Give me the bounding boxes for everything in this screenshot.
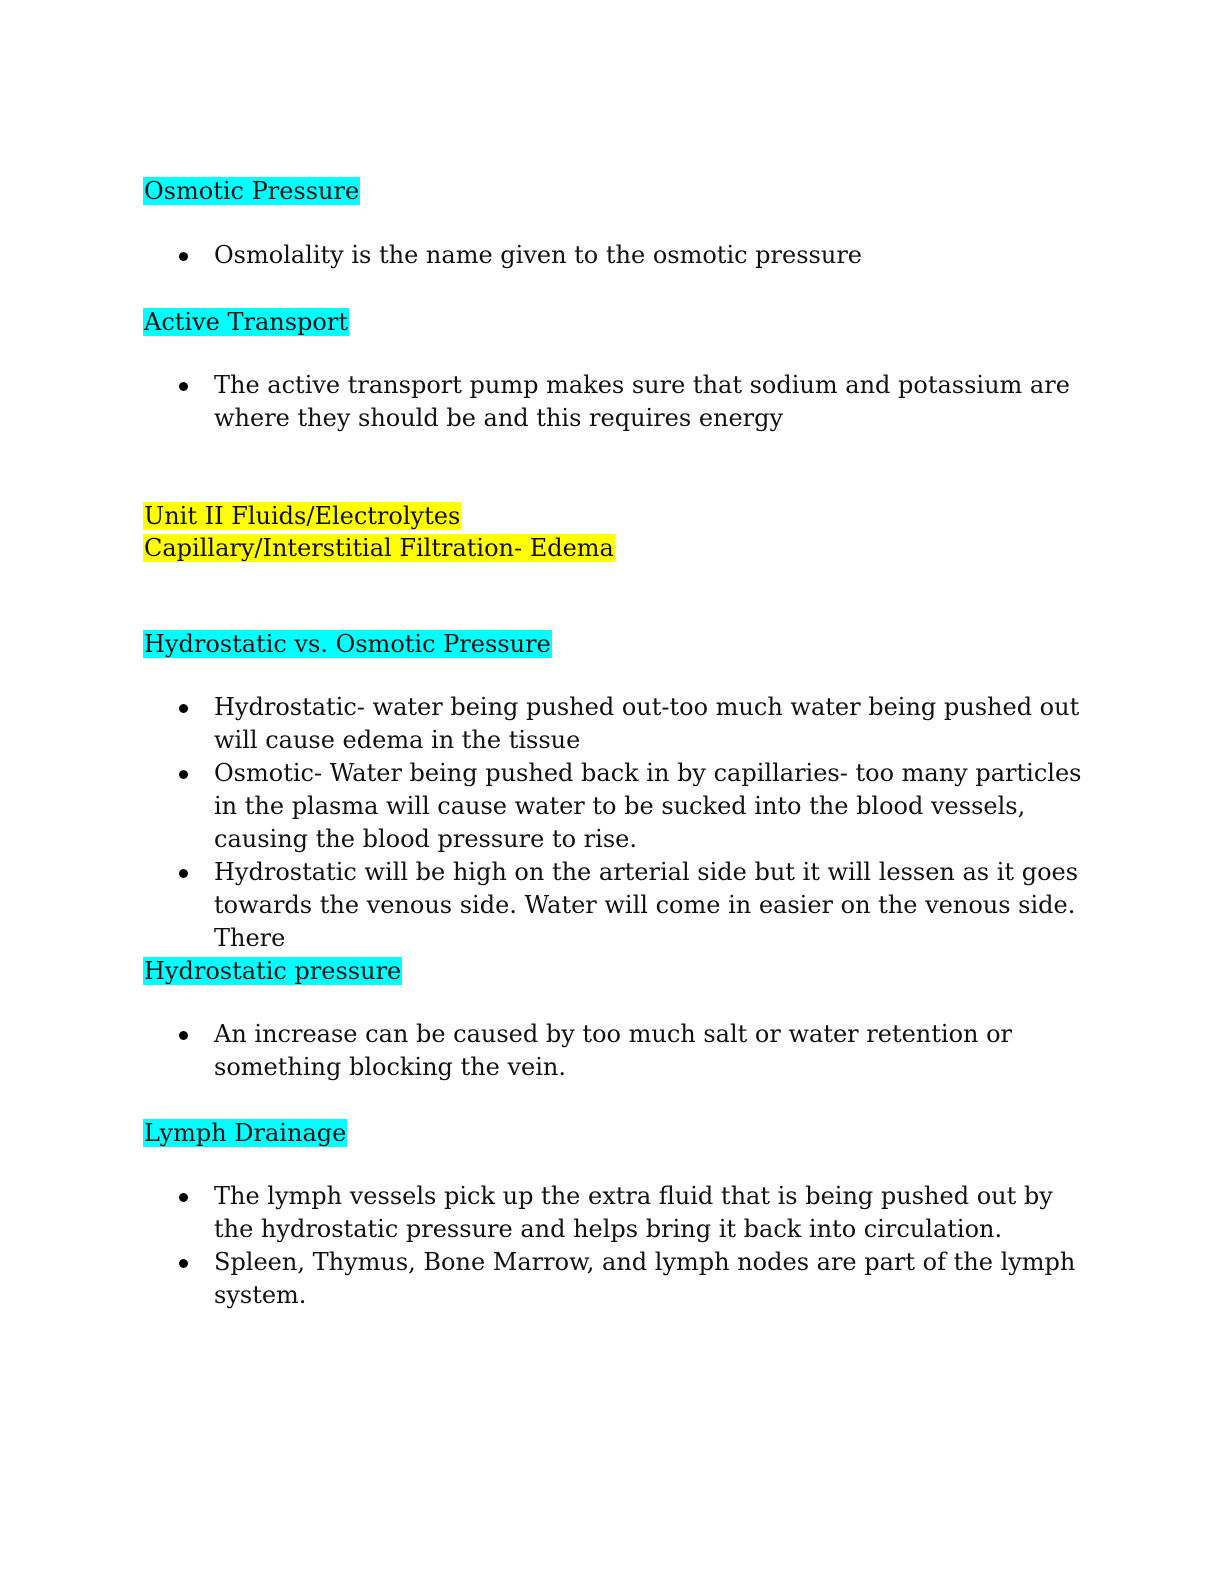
- section-heading-hydrostatic-vs-osmotic: Hydrostatic vs. Osmotic Pressure: [144, 630, 551, 658]
- section-heading-lymph-drainage: Lymph Drainage: [144, 1119, 347, 1147]
- list-item: Osmolality is the name given to the osmotic pressure: [143, 239, 1083, 272]
- list-item: Osmotic- Water being pushed back in by capillaries- too many particles in the plasma will cause water to be sucked into the blood vessels, causing the blood pressure to rise.: [143, 757, 1083, 856]
- section-heading-hydrostatic-pressure: Hydrostatic pressure: [144, 957, 402, 985]
- unit-subtitle: Capillary/Interstitial Filtration- Edema: [144, 534, 614, 562]
- list-item: Spleen, Thymus, Bone Marrow, and lymph nodes are part of the lymph system.: [143, 1246, 1083, 1312]
- list-item: An increase can be caused by too much salt or water retention or something blocking the vein.: [143, 1018, 1083, 1084]
- bullet-list-active-transport: [143, 369, 1083, 435]
- bullet-list-hydrostatic-pressure: [143, 1018, 1083, 1084]
- bullet-list-hydrostatic-vs-osmotic: [143, 691, 1083, 955]
- list-item: The lymph vessels pick up the extra fluid that is being pushed out by the hydrostatic pressure and helps bring it back into circulation.: [143, 1180, 1083, 1246]
- list-item: Hydrostatic- water being pushed out-too much water being pushed out will cause edema in the tissue: [143, 691, 1083, 757]
- unit-title: Unit II Fluids/Electrolytes: [144, 502, 461, 530]
- bullet-list-osmotic-pressure: [143, 239, 1083, 272]
- bullet-list-lymph-drainage: [143, 1180, 1083, 1312]
- section-heading-active-transport: Active Transport: [144, 308, 348, 336]
- list-item: Hydrostatic will be high on the arterial side but it will lessen as it goes towards the venous side. Water will come in easier on the venous side. There: [143, 856, 1083, 955]
- list-item: The active transport pump makes sure that sodium and potassium are where they should be and this requires energy: [143, 369, 1083, 435]
- section-heading-osmotic-pressure: Osmotic Pressure: [144, 177, 360, 205]
